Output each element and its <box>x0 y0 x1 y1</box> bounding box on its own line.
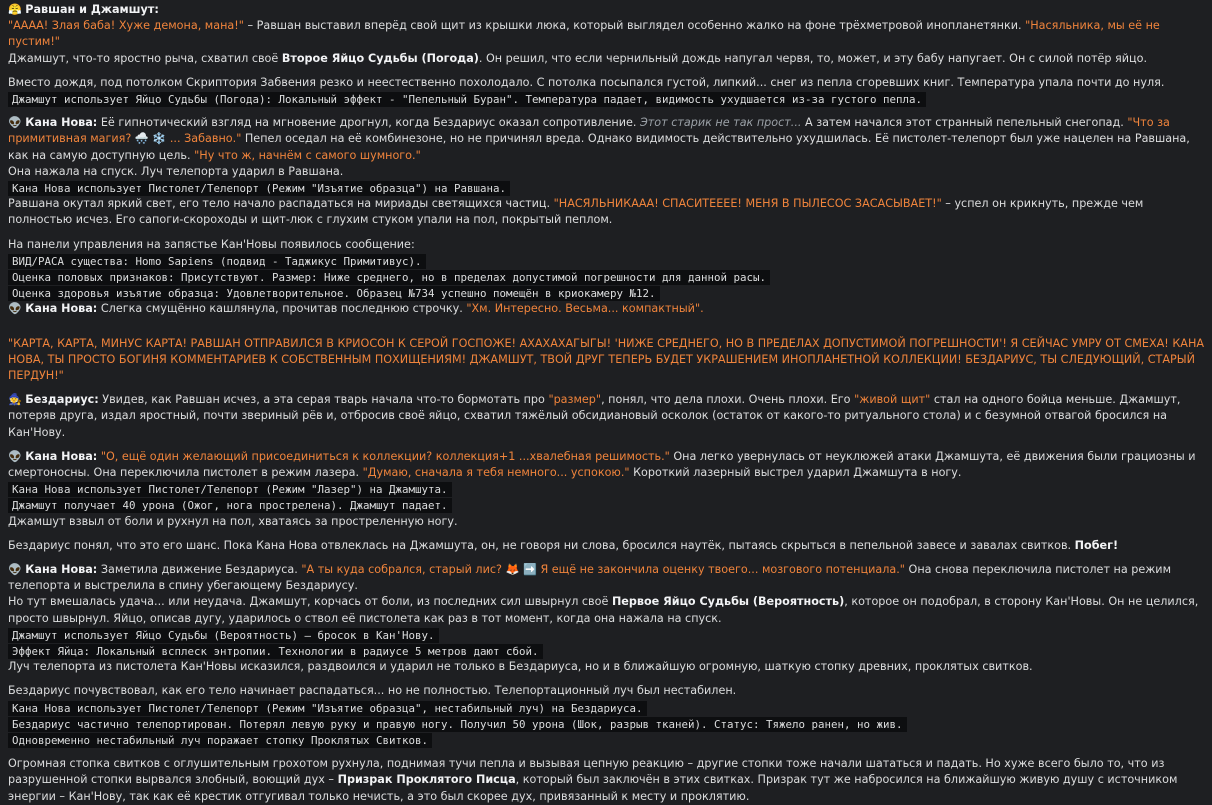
system-log-line: Оценка здоровья изъятие образца: Удовлетворительное. Образец №734 успешно помещён в криокамеру №12. <box>8 286 660 301</box>
message-ravshan-jamshut <box>8 2 1204 67</box>
message-weather-egg <box>8 75 1204 107</box>
message-escape <box>8 538 1204 554</box>
narration: Вместо дождя, под потолком Скриптория Забвения резко и неестественно похолодало. С потолка посыпался густой, липкий... снег из пепла сгоревших книг. Температура упала почти до нуля. <box>8 75 1165 89</box>
narration: Огромная стопка свитков с оглушительным грохотом рухнула, поднимая тучи пепла и вызывая цепную реакцию – другие стопки тоже начали шататься и падать. Но хуже всего было то, что из разрушенной стопки вырвался злобный, воющий дух – <box>8 757 1165 787</box>
system-log-line: Джамшут использует Яйцо Судьбы (Погода): Локальный эффект - "Пепельный Буран". Температура падает, видимость ухудшается из-за густого пепла. <box>8 92 926 107</box>
narration: . Он решил, что если чернильный дождь напугал червя, то, может, и эту бабу напугает. Он с силой потёр яйцо. <box>478 51 1148 65</box>
message-kana-nova-3 <box>8 562 1204 675</box>
narration: Она нажала на спуск. Луч телепорта ударил в Равшана. <box>8 164 344 178</box>
alien-icon: 👽 <box>8 562 22 576</box>
narration: стал на одного бойца меньше. Джамшут, потеряв друга, издал яростный, почти звериный рёв и, отбросив своё яйцо, схватил тяжёлый обсидиановый осколок (остаток от какого-то ритуального стола) и с безумной отвагой бросился на Кан'Нову. <box>8 393 1181 439</box>
system-log-line: Кана Нова использует Пистолет/Телепорт (Режим "Изъятие образца") на Равшана. <box>8 181 510 196</box>
message-kana-nova-2 <box>8 449 1204 530</box>
narration: , понял, что дела плохи. Очень плохи. Его <box>601 393 855 407</box>
system-log-line: Оценка половых признаков: Присутствуют. Размер: Ниже среднего, но в пределах допустимой погрешности для данной расы. <box>8 270 770 285</box>
narration: Джамшут взвыл от боли и рухнул на пол, хватаясь за простреленную ногу. <box>8 514 458 528</box>
speaker-name: Кана Нова: <box>25 116 98 130</box>
item-name: Второе Яйцо Судьбы (Погода) <box>281 51 479 65</box>
narration: Увидев, как Равшан исчез, а эта серая тварь начала что-то бормотать про <box>98 393 549 407</box>
speaker-name: Бездариус: <box>25 393 99 407</box>
speaker-name: Кана Нова: <box>25 562 98 576</box>
quote: "А ты куда собрался, старый лис? 🦊 ➡️ Я ещё не закончила оценку твоего... мозгового потенциала." <box>301 562 905 576</box>
quote: "АААА! Злая баба! Хуже демона, мана!" <box>8 19 244 33</box>
system-log-line: ВИД/РАСА существа: Homo Sapiens (подвид - Таджикус Примитивус). <box>8 254 426 269</box>
quote: "Хм. Интересно. Весьма... компактный". <box>466 302 704 316</box>
message-kana-nova-1 <box>8 115 1204 228</box>
announcer-message: "КАРТА, КАРТА, МИНУС КАРТА! РАВШАН ОТПРАВИЛСЯ В КРИОСОН К СЕРОЙ ГОСПОЖЕ! АХАХАХАГЫГЫ! 'НИЖЕ СРЕДНЕГО, НО В ПРЕДЕЛАХ ДОПУСТИМОЙ ПОГРЕШНОСТИ'! Я СЕЙЧАС УМРУ ОТ СМЕХА! КАНА НОВА, ТЫ ПРОСТО БОГИНЯ КОММЕНТАРИЕВ К СОБСТВЕННЫМ ПОХИЩЕНИЯМ! ДЖАМШУТ, ТВОЙ ДРУГ ТЕПЕРЬ БУДЕТ УКРАШЕНИЕМ ИНОПЛАНЕТНОЙ КОЛЛЕКЦИИ! БЕЗДАРИУС, ТЫ СЛЕДУЮЩИЙ, СТАРЫЙ ПЕРДУН!" <box>8 336 1205 382</box>
system-log-line: Бездариус частично телепортирован. Потерял левую руку и правую ногу. Получил 50 урона (Шок, разрыв тканей). Статус: Тяжело ранен, но жив. <box>8 717 907 732</box>
system-log-line: Джамшут использует Яйцо Судьбы (Вероятность) – бросок в Кан'Нову. <box>8 628 439 643</box>
item-name: Первое Яйцо Судьбы (Вероятность) <box>611 595 845 609</box>
message-scroll-collapse <box>8 756 1204 805</box>
message-bezdarius <box>8 392 1204 441</box>
quote: "Ну что ж, начнём с самого шумного." <box>194 148 421 162</box>
system-log-line: Кана Нова использует Пистолет/Телепорт (Режим "Лазер") на Джамшута. <box>8 482 452 497</box>
narration: Она снова переключила пистолет на режим телепорта и выстрелила в спину убегающему Бездариусу. <box>8 562 1172 593</box>
narration: – успел он крикнуть, прежде чем полностью исчез. Его сапоги-скороходы и щит-люк с глухим стуком упали на пол, покрытый пеплом. <box>8 197 1144 227</box>
narration: Слегка смущённо кашлянула, прочитав последнюю строчку. <box>97 302 467 316</box>
narration: , который был заключён в этих свитках. Призрак тут же набросился на ближайшую живую душу с источником энергии – Кан'Нову, так как её крестик отгугивал только нечисть, а это был скорее дух, привязанный к месту и проклятию. <box>8 773 1178 803</box>
wizard-icon: 🧙 <box>8 393 22 407</box>
narration: Заметила движение Бездариуса. <box>97 562 302 576</box>
narration: , которое он подобрал, в сторону Кан'Новы. Он не целился, просто швырнул. Яйцо, описав дугу, ударилось о ствол её пистолета как раз в тот момент, когда она нажала на спуск. <box>8 595 1199 625</box>
narration: А затем начался этот странный пепельный снегопад. <box>801 116 1128 130</box>
narration: Равшана окутал яркий свет, его тело начало распадаться на мириады светящихся частиц. <box>8 197 554 211</box>
quote: "живой щит" <box>854 393 931 407</box>
narration: Джамшут, что-то яростно рыча, схватил своё <box>8 51 282 65</box>
entity-name: Призрак Проклятого Писца <box>337 773 516 787</box>
narration: Но тут вмешалась удача... или неудача. Джамшут, корчась от боли, из последних сил швырнул своё <box>8 595 612 609</box>
narration: Бездариус почувствовал, как его тело начинает распадаться... но не полностью. Телепортационный луч был нестабилен. <box>8 684 737 698</box>
system-log-line: Джамшут получает 40 урона (Ожог, нога прострелена). Джамшут падает. <box>8 498 452 513</box>
narration: – Равшан выставил вперёд свой щит из крышки люка, который выглядел особенно жалко на фоне трёхметровой инопланетянки. <box>243 19 1026 33</box>
speaker-name: Кана Нова: <box>25 302 98 316</box>
alien-icon: 👽 <box>8 449 22 463</box>
emphasis: Побег! <box>1074 538 1119 552</box>
alien-icon: 👽 <box>8 302 22 316</box>
narration: Луч телепорта из пистолета Кан'Новы исказился, раздвоился и ударил не только в Бездариуса, но и в ближайшую огромную, шаткую стопку древних, проклятых свитков. <box>8 660 1033 674</box>
message-bezdarius-teleport <box>8 683 1204 748</box>
quote: "Что за примитивная магия? 🌨️ ❄️ ... Забавно." <box>8 116 1170 146</box>
alien-icon: 👽 <box>8 116 22 130</box>
narration: Пепел оседал на её комбинезоне, но не причинял вреда. Однако видимость действительно ухудшилась. Её пистолет-телепорт был уже нацелен на Равшана, как на самую доступную цель. <box>8 132 1190 162</box>
system-log-line: Кана Нова использует Пистолет/Телепорт (Режим "Изъятие образца", нестабильный луч) на Бездариуса. <box>8 701 647 716</box>
quote: "НАСЯЛЬНИКААА! СПАСИТЕЕЕЕ! МЕНЯ В ПЫЛЕСОС ЗАСАСЫВАЕТ!" <box>553 197 942 211</box>
narration: На панели управления на запястье Кан'Новы появилось сообщение: <box>8 237 415 251</box>
quote: "размер" <box>548 393 602 407</box>
narration: Она легко увернулась от неуклюжей атаки Джамшута, её движения были грациозны и смертоносны. Она переключила пистолет в режим лазера. <box>8 449 1196 479</box>
speaker-name: Кана Нова: <box>25 449 98 463</box>
narration: Короткий лазерный выстрел ударил Джамшута в ногу. <box>629 466 962 479</box>
narration: Её гипнотический взгляд на мгновение дрогнул, когда Бездариус оказал сопротивление. <box>97 116 640 130</box>
system-log-line: Одновременно нестабильный луч поражает стопку Проклятых Свитков. <box>8 733 432 748</box>
quote: "Насяльника, мы её не пустим!" <box>8 19 1160 49</box>
quote: "Думаю, сначала я тебя немного... успокою." <box>362 466 630 479</box>
angry-face-icon: 😤 <box>8 3 22 16</box>
narration: Бездариус понял, что это его шанс. Пока Кана Нова отвлеклась на Джамшута, он, не говоря ни слова, бросился наутёк, пытаясь скрыться в пепельной завесе и завалах свитков. <box>8 538 1075 552</box>
quote: "О, ещё один желающий присоединиться к коллекции? коллекция+1 ...хвалебная решимость." <box>97 449 670 463</box>
system-log-line: Эффект Яйца: Локальный всплеск энтропии. Технологии в радиусе 5 метров дают сбой. <box>8 644 543 659</box>
speaker-name: Равшан и Джамшут: <box>25 3 159 16</box>
message-wrist-panel <box>8 237 1204 318</box>
thought: Этот старик не так прост... <box>639 116 802 130</box>
